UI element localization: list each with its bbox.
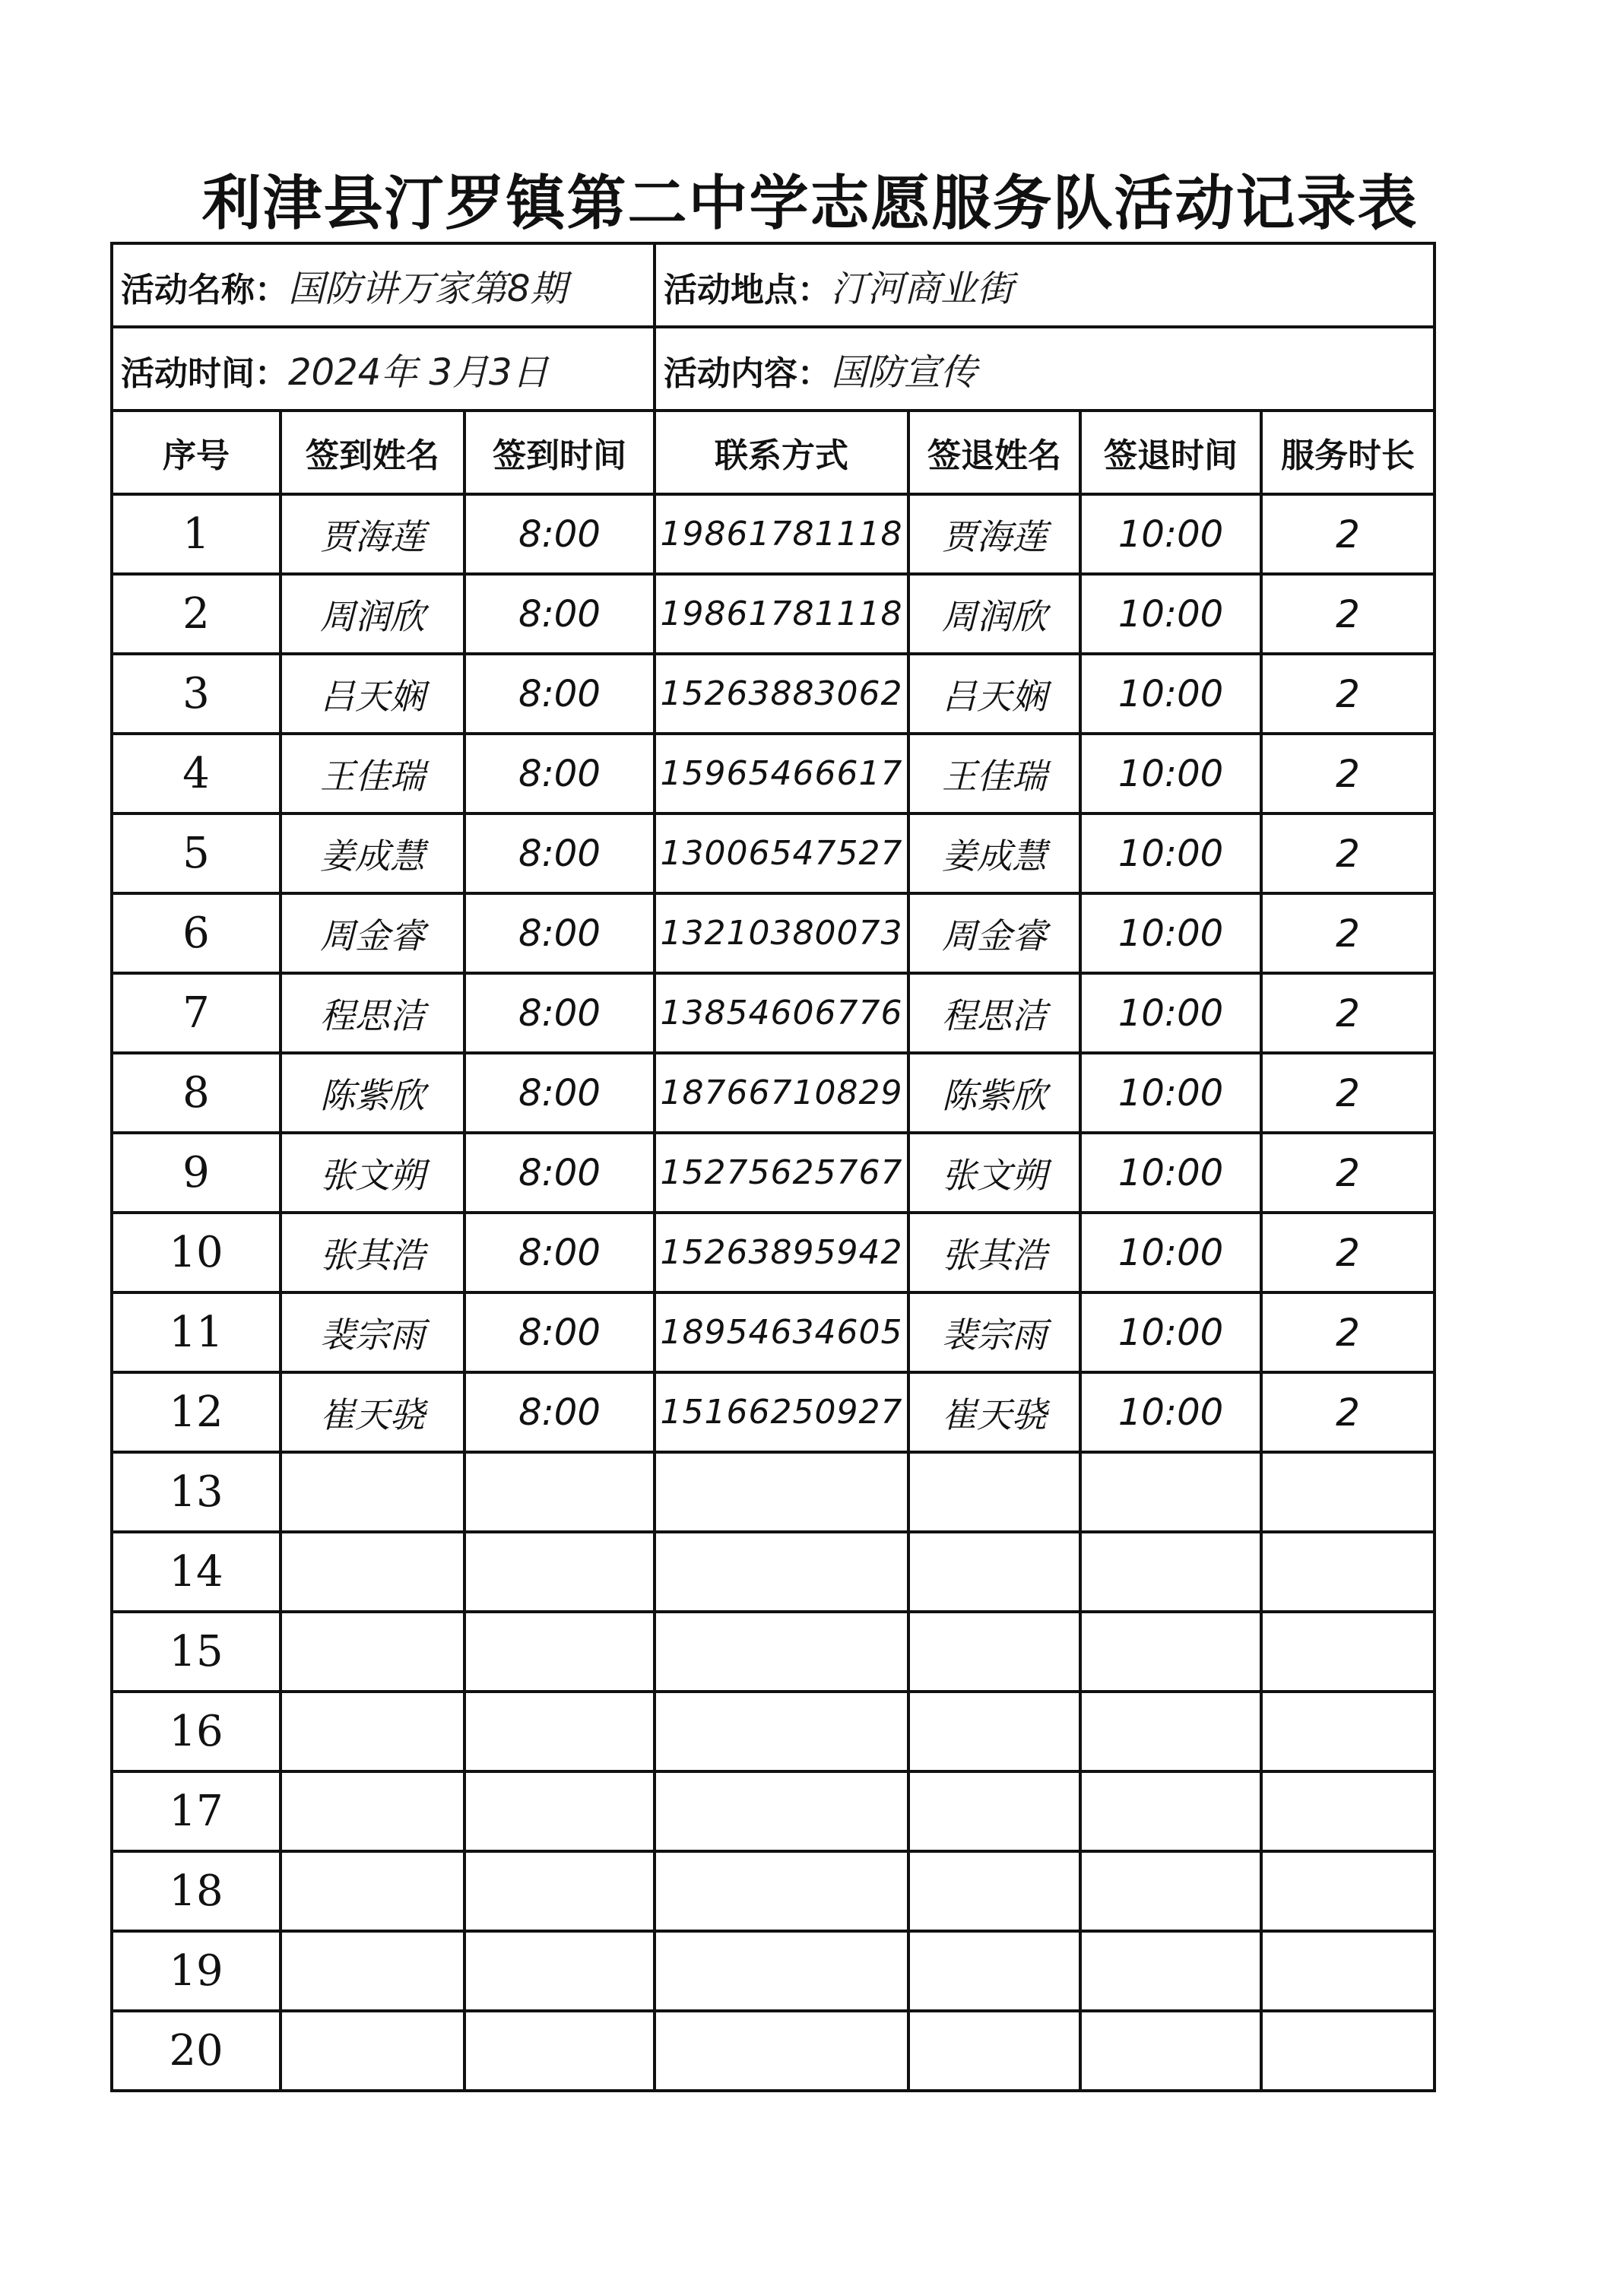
sign-in-time-cell: [464, 1771, 655, 1851]
page-title: 利津县汀罗镇第二中学志愿服务队活动记录表: [201, 169, 1419, 238]
sign-in-name-cell: [281, 1851, 464, 1931]
phone-cell: 15965466617: [655, 734, 908, 813]
sign-in-time-cell: 8:00: [464, 654, 655, 734]
activity-name-value: 国防讲万家第8期: [288, 267, 567, 310]
table-row: [112, 973, 1435, 1053]
service-hours-cell: [1261, 1931, 1435, 2011]
sign-in-time-cell: 8:00: [464, 893, 655, 973]
table-row: [112, 1692, 1435, 1771]
sign-out-time-cell: 10:00: [1080, 734, 1261, 813]
service-hours-cell: 2: [1261, 654, 1435, 734]
row-number: 20: [112, 2011, 281, 2091]
table-row: [112, 654, 1435, 734]
sign-in-time-cell: [464, 1532, 655, 1612]
activity-content-label: 活动内容：: [664, 354, 831, 393]
service-hours-cell: 2: [1261, 1053, 1435, 1133]
service-hours-cell: 2: [1261, 574, 1435, 654]
row-number: 11: [112, 1292, 281, 1372]
sign-out-name-cell: 张文朔: [908, 1133, 1080, 1213]
service-hours-cell: 2: [1261, 734, 1435, 813]
sign-out-name-cell: 周润欣: [908, 574, 1080, 654]
sign-in-name-cell: 张其浩: [281, 1213, 464, 1292]
sign-in-time-cell: [464, 1612, 655, 1692]
table-row: [112, 893, 1435, 973]
sign-out-time-cell: [1080, 2011, 1261, 2091]
table-header-row: [112, 411, 1435, 494]
service-hours-cell: 2: [1261, 813, 1435, 893]
sign-in-time-cell: 8:00: [464, 813, 655, 893]
phone-cell: [655, 1452, 908, 1532]
sign-in-name-cell: 王佳瑞: [281, 734, 464, 813]
sign-out-name-cell: 周金睿: [908, 893, 1080, 973]
sign-in-time-cell: 8:00: [464, 1133, 655, 1213]
record-form: [110, 242, 1433, 2092]
sign-in-time-cell: [464, 1851, 655, 1931]
table-row: [112, 1292, 1435, 1372]
table-row: [112, 1053, 1435, 1133]
sign-out-time-cell: 10:00: [1080, 1292, 1261, 1372]
sign-out-time-cell: 10:00: [1080, 1372, 1261, 1452]
table-row: [112, 1213, 1435, 1292]
column-header: 签到时间: [464, 411, 655, 494]
sign-in-name-cell: 程思洁: [281, 973, 464, 1053]
column-header: 签退姓名: [908, 411, 1080, 494]
service-hours-cell: [1261, 1851, 1435, 1931]
meta-row-2: [112, 327, 1435, 411]
service-hours-cell: [1261, 1692, 1435, 1771]
service-hours-cell: [1261, 2011, 1435, 2091]
row-number: 8: [112, 1053, 281, 1133]
activity-info-table: [110, 242, 1436, 412]
sign-out-time-cell: 10:00: [1080, 973, 1261, 1053]
sign-out-time-cell: [1080, 1692, 1261, 1771]
sign-in-name-cell: 陈紫欣: [281, 1053, 464, 1133]
table-row: [112, 1612, 1435, 1692]
sign-out-time-cell: [1080, 1851, 1261, 1931]
row-number: 9: [112, 1133, 281, 1213]
sign-out-name-cell: 裴宗雨: [908, 1292, 1080, 1372]
activity-name-cell: [112, 243, 655, 327]
sign-out-time-cell: 10:00: [1080, 1053, 1261, 1133]
sign-in-time-cell: [464, 2011, 655, 2091]
row-number: 3: [112, 654, 281, 734]
column-header: 服务时长: [1261, 411, 1435, 494]
attendance-table: [110, 409, 1436, 2092]
service-hours-cell: 2: [1261, 1213, 1435, 1292]
service-hours-cell: 2: [1261, 973, 1435, 1053]
sign-in-name-cell: 周润欣: [281, 574, 464, 654]
sign-in-time-cell: 8:00: [464, 734, 655, 813]
table-row: [112, 813, 1435, 893]
attendance-rows: [112, 494, 1435, 2091]
sign-in-time-cell: 8:00: [464, 1292, 655, 1372]
activity-content-cell: [655, 327, 1435, 411]
activity-time-cell: [112, 327, 655, 411]
activity-time-value: 2024年 3月3日: [288, 350, 549, 394]
sign-in-name-cell: 张文朔: [281, 1133, 464, 1213]
meta-row-1: [112, 243, 1435, 327]
sign-in-name-cell: 姜成慧: [281, 813, 464, 893]
row-number: 12: [112, 1372, 281, 1452]
sign-in-name-cell: [281, 1452, 464, 1532]
phone-cell: [655, 1532, 908, 1612]
sign-out-name-cell: 姜成慧: [908, 813, 1080, 893]
sign-in-time-cell: 8:00: [464, 973, 655, 1053]
sign-out-time-cell: [1080, 1771, 1261, 1851]
table-row: [112, 2011, 1435, 2091]
phone-cell: [655, 2011, 908, 2091]
activity-name-label: 活动名称：: [121, 270, 288, 309]
sign-in-name-cell: 裴宗雨: [281, 1292, 464, 1372]
sign-in-time-cell: 8:00: [464, 1372, 655, 1452]
sign-out-name-cell: [908, 1851, 1080, 1931]
row-number: 6: [112, 893, 281, 973]
service-hours-cell: [1261, 1612, 1435, 1692]
sign-in-name-cell: 崔天骁: [281, 1372, 464, 1452]
sign-in-time-cell: 8:00: [464, 574, 655, 654]
table-row: [112, 1771, 1435, 1851]
sign-out-time-cell: [1080, 1452, 1261, 1532]
activity-place-cell: [655, 243, 1435, 327]
sign-in-time-cell: 8:00: [464, 494, 655, 574]
table-row: [112, 1133, 1435, 1213]
service-hours-cell: [1261, 1452, 1435, 1532]
service-hours-cell: 2: [1261, 494, 1435, 574]
sign-in-time-cell: 8:00: [464, 1053, 655, 1133]
sign-out-name-cell: 陈紫欣: [908, 1053, 1080, 1133]
sign-out-name-cell: 张其浩: [908, 1213, 1080, 1292]
column-header: 签退时间: [1080, 411, 1261, 494]
phone-cell: 18954634605: [655, 1292, 908, 1372]
phone-cell: 13210380073: [655, 893, 908, 973]
sign-out-time-cell: 10:00: [1080, 494, 1261, 574]
row-number: 1: [112, 494, 281, 574]
activity-place-label: 活动地点：: [664, 270, 831, 309]
phone-cell: 15275625767: [655, 1133, 908, 1213]
sign-out-name-cell: 崔天骁: [908, 1372, 1080, 1452]
row-number: 14: [112, 1532, 281, 1612]
phone-cell: [655, 1851, 908, 1931]
sign-out-name-cell: [908, 1452, 1080, 1532]
row-number: 18: [112, 1851, 281, 1931]
sign-out-time-cell: [1080, 1931, 1261, 2011]
sign-out-time-cell: 10:00: [1080, 1133, 1261, 1213]
sign-in-name-cell: 周金睿: [281, 893, 464, 973]
phone-cell: 15263883062: [655, 654, 908, 734]
table-row: [112, 494, 1435, 574]
sign-out-time-cell: 10:00: [1080, 574, 1261, 654]
row-number: 13: [112, 1452, 281, 1532]
sign-in-name-cell: 吕天娴: [281, 654, 464, 734]
sign-in-name-cell: [281, 1692, 464, 1771]
table-row: [112, 734, 1435, 813]
sign-in-name-cell: 贾海莲: [281, 494, 464, 574]
sign-in-name-cell: [281, 2011, 464, 2091]
sign-in-name-cell: [281, 1931, 464, 2011]
sign-out-name-cell: [908, 1692, 1080, 1771]
sign-out-name-cell: 程思洁: [908, 973, 1080, 1053]
row-number: 2: [112, 574, 281, 654]
phone-cell: 15263895942: [655, 1213, 908, 1292]
activity-content-value: 国防宣传: [831, 350, 978, 394]
row-number: 7: [112, 973, 281, 1053]
column-header: 签到姓名: [281, 411, 464, 494]
row-number: 15: [112, 1612, 281, 1692]
sign-out-time-cell: [1080, 1612, 1261, 1692]
row-number: 4: [112, 734, 281, 813]
phone-cell: 19861781118: [655, 574, 908, 654]
activity-time-label: 活动时间：: [121, 354, 288, 393]
sign-in-time-cell: [464, 1931, 655, 2011]
phone-cell: 18766710829: [655, 1053, 908, 1133]
sign-out-name-cell: 贾海莲: [908, 494, 1080, 574]
table-row: [112, 1372, 1435, 1452]
service-hours-cell: 2: [1261, 1133, 1435, 1213]
phone-cell: 13854606776: [655, 973, 908, 1053]
row-number: 19: [112, 1931, 281, 2011]
sign-in-time-cell: [464, 1452, 655, 1532]
sign-out-time-cell: 10:00: [1080, 654, 1261, 734]
sign-out-time-cell: 10:00: [1080, 1213, 1261, 1292]
table-row: [112, 1931, 1435, 2011]
sign-out-name-cell: [908, 1532, 1080, 1612]
sign-in-time-cell: 8:00: [464, 1213, 655, 1292]
sign-out-name-cell: [908, 1931, 1080, 2011]
phone-cell: [655, 1931, 908, 2011]
table-row: [112, 1452, 1435, 1532]
phone-cell: 15166250927: [655, 1372, 908, 1452]
row-number: 16: [112, 1692, 281, 1771]
sign-out-name-cell: [908, 1771, 1080, 1851]
service-hours-cell: 2: [1261, 1292, 1435, 1372]
sign-out-name-cell: [908, 2011, 1080, 2091]
sign-in-name-cell: [281, 1532, 464, 1612]
phone-cell: [655, 1771, 908, 1851]
table-row: [112, 1532, 1435, 1612]
table-row: [112, 1851, 1435, 1931]
phone-cell: [655, 1692, 908, 1771]
sign-out-name-cell: 吕天娴: [908, 654, 1080, 734]
service-hours-cell: [1261, 1532, 1435, 1612]
sign-out-time-cell: 10:00: [1080, 813, 1261, 893]
sign-out-name-cell: [908, 1612, 1080, 1692]
activity-place-value: 汀河商业街: [831, 267, 1014, 310]
sign-in-name-cell: [281, 1612, 464, 1692]
row-number: 17: [112, 1771, 281, 1851]
column-header: 序号: [112, 411, 281, 494]
sign-in-time-cell: [464, 1692, 655, 1771]
phone-cell: [655, 1612, 908, 1692]
phone-cell: 19861781118: [655, 494, 908, 574]
service-hours-cell: [1261, 1771, 1435, 1851]
sign-out-name-cell: 王佳瑞: [908, 734, 1080, 813]
column-header: 联系方式: [655, 411, 908, 494]
service-hours-cell: 2: [1261, 893, 1435, 973]
service-hours-cell: 2: [1261, 1372, 1435, 1452]
phone-cell: 13006547527: [655, 813, 908, 893]
row-number: 5: [112, 813, 281, 893]
sign-out-time-cell: [1080, 1532, 1261, 1612]
sign-in-name-cell: [281, 1771, 464, 1851]
row-number: 10: [112, 1213, 281, 1292]
sign-out-time-cell: 10:00: [1080, 893, 1261, 973]
table-row: [112, 574, 1435, 654]
